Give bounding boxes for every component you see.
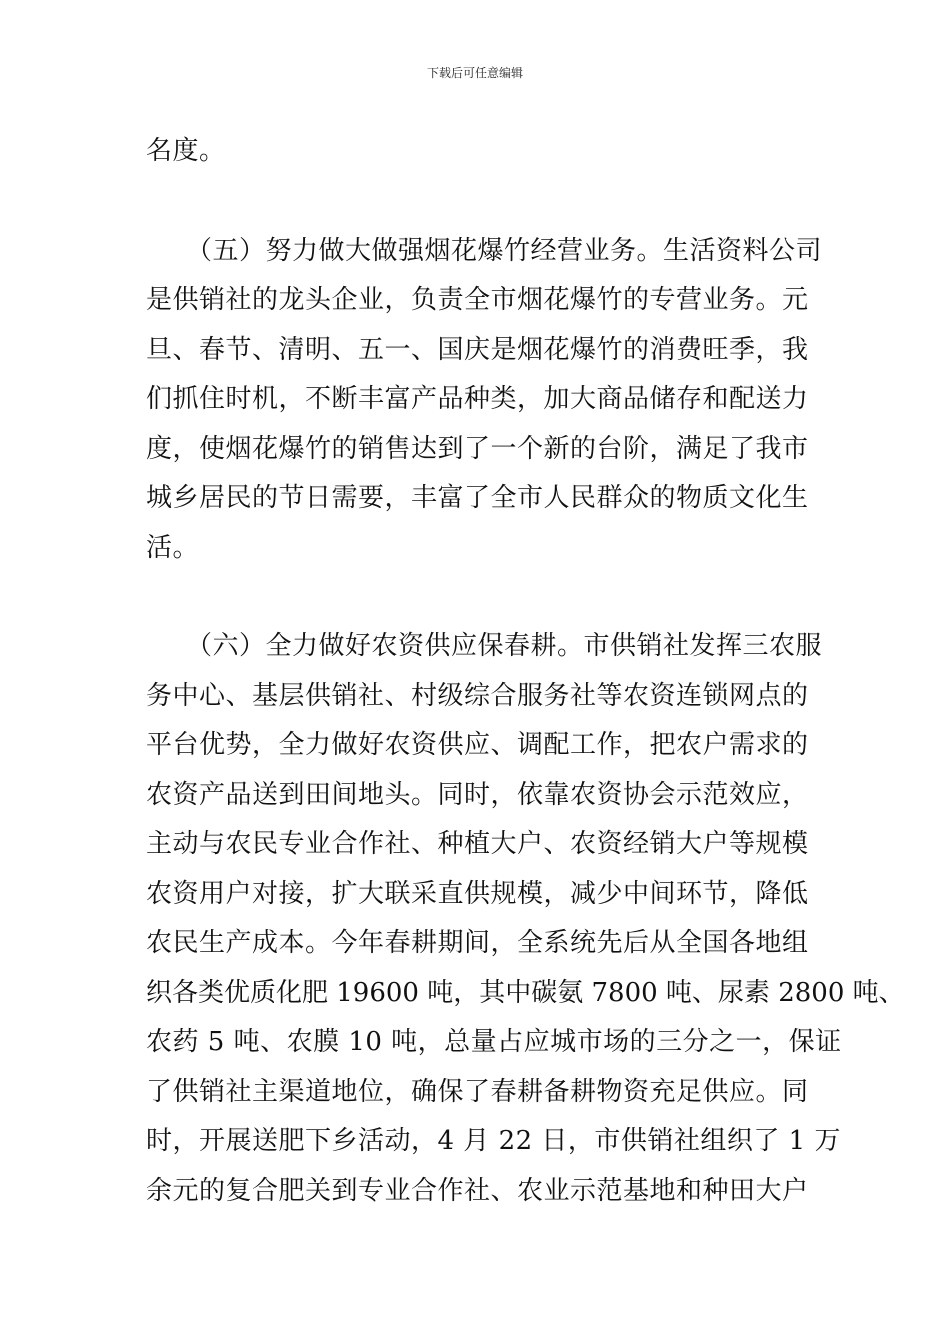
text-line: 活。 <box>146 533 200 563</box>
text-line: 农民生产成本。今年春耕期间，全系统先后从全国各地组 <box>146 928 809 958</box>
text-line: （五）努力做大做强烟花爆竹经营业务。生活资料公司 <box>186 236 823 266</box>
text-line: 城乡居民的节日需要，丰富了全市人民群众的物质文化生 <box>146 483 809 513</box>
text-line: 了供销社主渠道地位，确保了春耕备耕物资充足供应。同 <box>146 1077 809 1107</box>
text-line: 名度。 <box>146 136 226 166</box>
page-header: 下载后可任意编辑 <box>426 66 523 80</box>
text-line: 主动与农民专业合作社、种植大户、农资经销大户等规模 <box>146 829 809 859</box>
text-line: 农药 5 吨、农膜 10 吨，总量占应城市场的三分之一，保证 <box>146 1027 842 1057</box>
text-line: 织各类优质化肥 19600 吨，其中碳氨 7800 吨、尿素 2800 吨、 <box>146 978 905 1008</box>
text-line: 们抓住时机，不断丰富产品种类，加大商品储存和配送力 <box>146 384 809 414</box>
text-line: 务中心、基层供销社、村级综合服务社等农资连锁网点的 <box>146 681 809 711</box>
text-line: 度，使烟花爆竹的销售达到了一个新的台阶，满足了我市 <box>146 434 809 464</box>
text-line: 农资产品送到田间地头。同时，依靠农资协会示范效应， <box>146 780 809 810</box>
text-line: 余元的复合肥关到专业合作社、农业示范基地和种田大户 <box>146 1176 809 1206</box>
text-line: 旦、春节、清明、五一、国庆是烟花爆竹的消费旺季，我 <box>146 335 809 365</box>
text-line: 是供销社的龙头企业，负责全市烟花爆竹的专营业务。元 <box>146 285 809 315</box>
text-line: 时，开展送肥下乡活动，4 月 22 日，市供销社组织了 1 万 <box>146 1126 841 1156</box>
text-line: 平台优势，全力做好农资供应、调配工作，把农户需求的 <box>146 730 809 760</box>
text-line: （六）全力做好农资供应保春耕。市供销社发挥三农服 <box>186 631 823 661</box>
text-line: 农资用户对接，扩大联采直供规模，减少中间环节，降低 <box>146 879 809 909</box>
